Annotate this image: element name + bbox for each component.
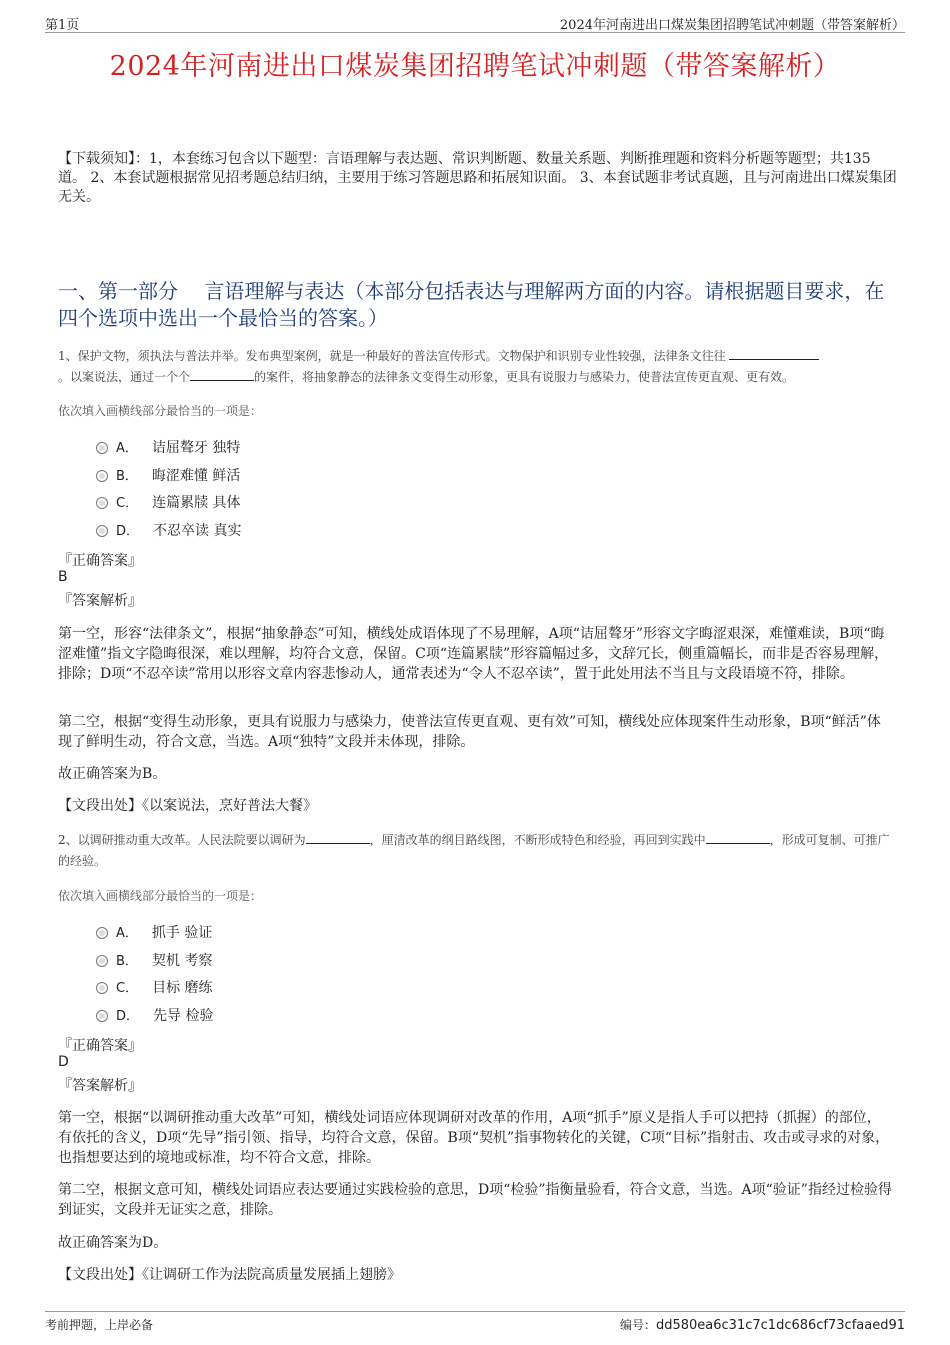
question-1-text-a: 1、保护文物，须执法与普法并举。发布典型案例，就是一种最好的普法宣传形式。文物保护和识别专业性较强，法律条文往往	[58, 349, 730, 363]
radio-icon[interactable]	[96, 982, 108, 994]
question-2-text-b: ，厘清改革的纲目路线图，不断形成特色和经验，再回到实践中	[369, 833, 706, 847]
blank-line	[190, 368, 254, 381]
analysis-paragraph: 第一空，根据“以调研推动重大改革”可知，横线处词语应体现调研对改革的作用，A项“抓手”原义是指人手可以把持（抓握）的部位，有依托的含义，D项“先导”指引领、指导，均符合文意，保留。B项“契机”指事物转化的关键，C项“目标”指射击、攻击或寻求的对象，也指想要达到的境地或标准，均不符合文意，排除。	[58, 1110, 890, 1166]
answer-value: D	[58, 1054, 69, 1070]
code-label: 编号：	[619, 1318, 656, 1332]
answer-conclusion: 故正确答案为B。	[58, 766, 167, 782]
radio-icon[interactable]	[96, 497, 108, 509]
blank-line	[306, 831, 370, 844]
analysis-label: 『答案解析』	[58, 1078, 142, 1094]
question-1-text-c: 的案件，将抽象静态的法律条文变得生动形象，更具有说服力与感染力，使普法宣传更直观、更有效。	[254, 370, 795, 384]
blank-line	[706, 831, 770, 844]
document-title: 2024年河南进出口煤炭集团招聘笔试冲刺题（带答案解析）	[109, 51, 841, 82]
question-1-text-b: 。以案说法，通过一个个	[58, 370, 191, 384]
answer-conclusion: 故正确答案为D。	[58, 1235, 168, 1251]
answer-label: 『正确答案』	[58, 553, 142, 569]
radio-icon[interactable]	[96, 927, 108, 939]
page-header	[45, 12, 905, 33]
analysis-label: 『答案解析』	[58, 593, 142, 609]
page-number: 第1页	[45, 18, 80, 33]
question-1-instruction: 依次填入画横线部分最恰当的一项是：	[58, 404, 263, 418]
question-2-text-c: ，形成可复制、可推广的经验。	[58, 833, 890, 868]
header-doc-title: 2024年河南进出口煤炭集团招聘笔试冲刺题（带答案解析）	[559, 18, 905, 33]
document-code	[620, 1316, 905, 1333]
question-1-text	[58, 346, 898, 388]
page-footer	[45, 1311, 905, 1334]
question-2-instruction: 依次填入画横线部分最恰当的一项是：	[58, 889, 263, 903]
analysis-paragraph: 第一空，形容“法律条文”，根据“抽象静态”可知，横线处成语体现了不易理解，A项“诘屈聱牙”形容文字晦涩艰深，难懂难读，B项“晦涩难懂”指文字隐晦很深，难以理解，均符合文意，保留。C项“连篇累牍”形容篇幅过多，文辞冗长，侧重篇幅长，而非是否容易理解，排除；D项“不忍卒读”常用以形容文章内容悲惨动人，通常表述为“令人不忍卒读”，置于此处用法不当且与文段语境不符，排除。	[58, 626, 889, 682]
question-2-text	[58, 830, 898, 872]
radio-icon[interactable]	[96, 525, 108, 537]
answer-label: 『正确答案』	[58, 1038, 142, 1054]
analysis-paragraph: 第二空，根据文意可知，横线处词语应表达要通过实践检验的意思，D项“检验”指衡量验看，符合文意，当选。A项“验证”指经过检验得到证实，文段并无证实之意，排除。	[58, 1182, 892, 1218]
question-2-text-a: 2、以调研推动重大改革。人民法院要以调研为	[58, 833, 306, 847]
answer-value: B	[58, 569, 68, 585]
section-heading: 一、第一部分 言语理解与表达（本部分包括表达与理解两方面的内容。请根据题目要求，在四个选项中选出一个最恰当的答案。）	[58, 279, 885, 330]
download-notice: 【下载须知】：1，本套练习包含以下题型：言语理解与表达题、常识判断题、数量关系题、判断推理题和资料分析题等题型；共135道。 2、本套试题根据常见招考题总结归纳，主要用于练习答题思路和拓展知识面。 3、本套试题非考试真题，且与河南进出口煤炭集团无关。	[58, 151, 897, 205]
passage-source: 【文段出处】《以案说法，烹好普法大餐》	[58, 798, 317, 814]
option-b[interactable]: B． 契机 考察	[96, 950, 212, 970]
option-b[interactable]: B． 晦涩难懂 鲜活	[96, 465, 240, 485]
radio-icon[interactable]	[96, 1010, 108, 1022]
blank-line	[729, 347, 819, 360]
radio-icon[interactable]	[96, 955, 108, 967]
option-a[interactable]: A． 诘屈聱牙 独特	[96, 437, 240, 457]
option-c[interactable]: C． 目标 磨练	[96, 977, 213, 997]
footer-slogan: 考前押题，上岸必备	[45, 1318, 154, 1332]
option-d[interactable]: D． 不忍卒读 真实	[96, 520, 241, 540]
radio-icon[interactable]	[96, 470, 108, 482]
option-a[interactable]: A． 抓手 验证	[96, 922, 212, 942]
passage-source: 【文段出处】《让调研工作为法院高质量发展插上翅膀》	[58, 1267, 401, 1283]
radio-icon[interactable]	[96, 442, 108, 454]
option-c[interactable]: C． 连篇累牍 具体	[96, 492, 241, 512]
code-value: dd580ea6c31c7c1dc686cf73cfaaed91	[655, 1318, 905, 1333]
analysis-paragraph: 第二空，根据“变得生动形象，更具有说服力与感染力，使普法宣传更直观、更有效”可知，横线处应体现案件生动形象，B项“鲜活”体现了鲜明生动，符合文意，当选。A项“独特”文段并未体现，排除。	[58, 714, 881, 750]
option-d[interactable]: D． 先导 检验	[96, 1005, 213, 1025]
